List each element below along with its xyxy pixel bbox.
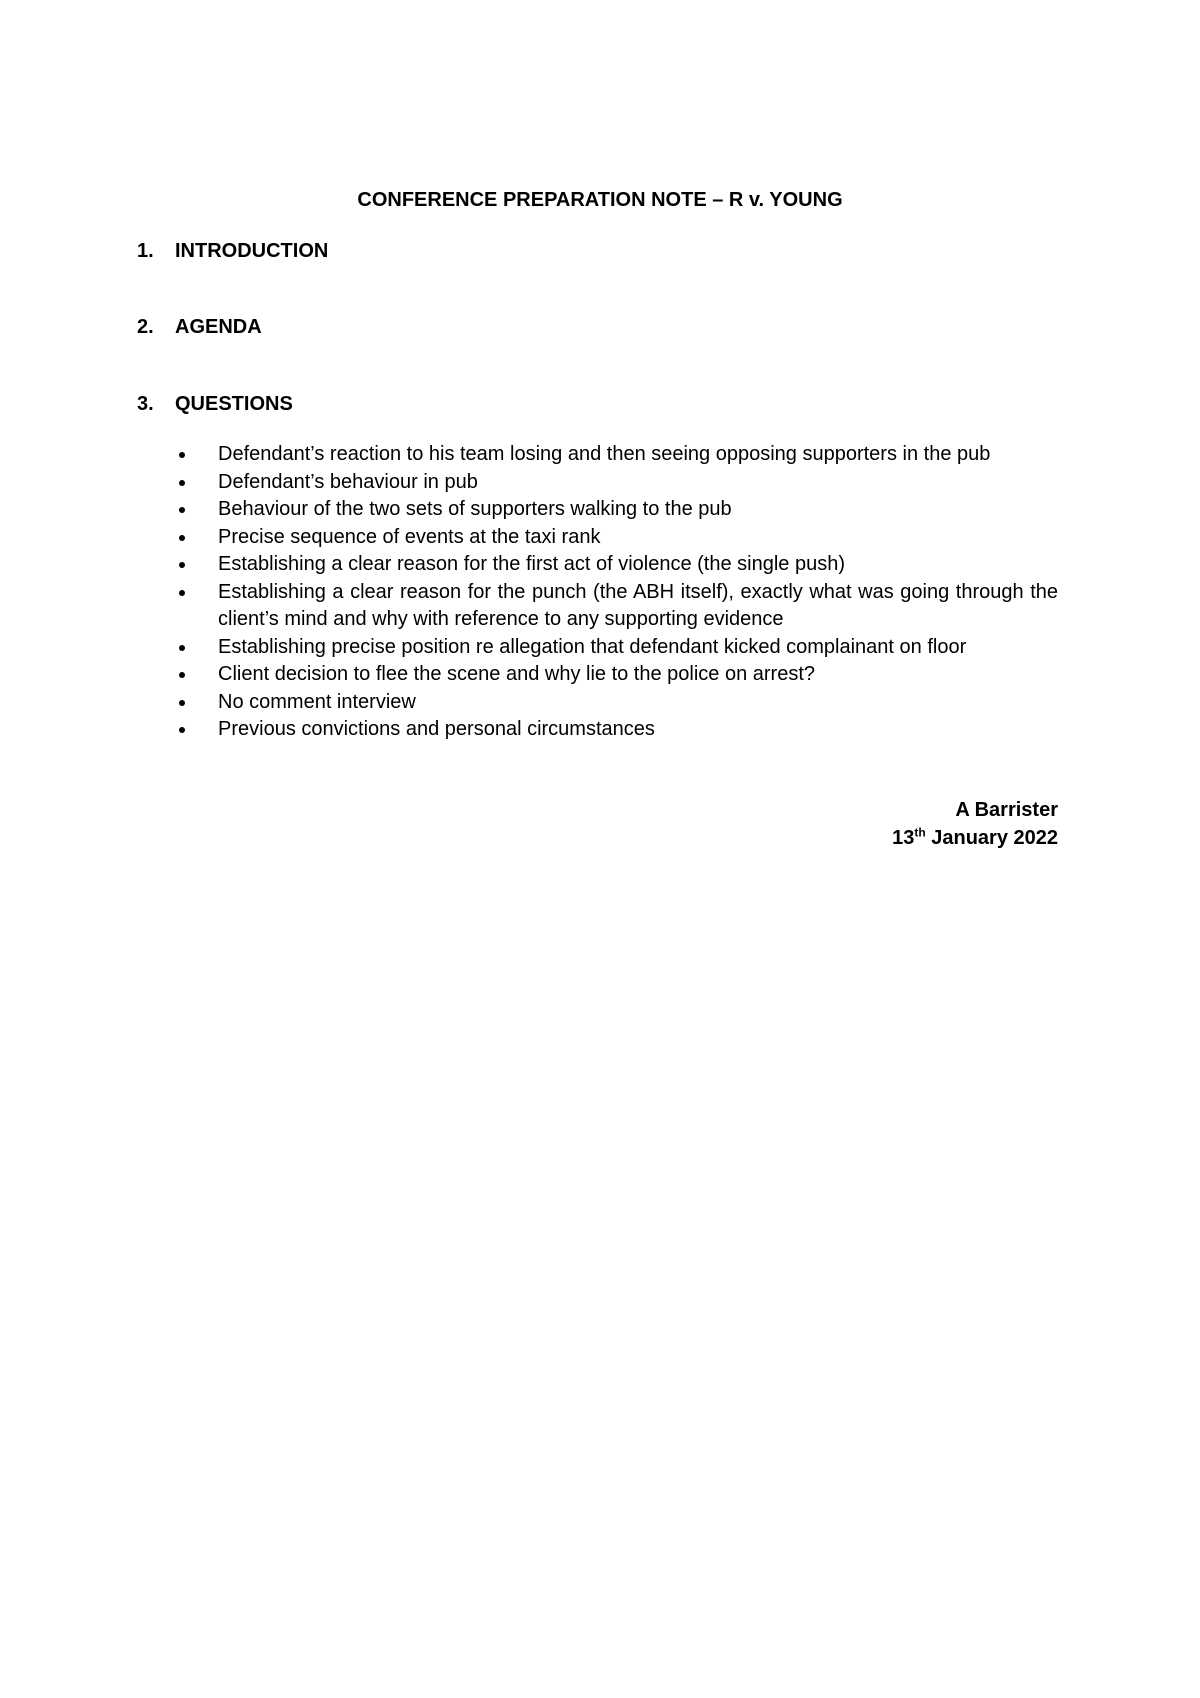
- bullet-icon: [179, 645, 185, 651]
- date-day: 13: [892, 826, 915, 849]
- list-item-text: Establishing a clear reason for the punch (the ABH itself), exactly what was going through the client’s mind and why with reference to any supporting evidence: [218, 580, 1058, 630]
- signatory-name: A Barrister: [955, 799, 1058, 821]
- list-item-text: Defendant’s reaction to his team losing and then seeing opposing supporters in the pub: [218, 443, 991, 465]
- bullet-icon: [179, 727, 185, 733]
- list-item: [176, 689, 1058, 717]
- list-item: [176, 716, 1058, 744]
- list-item: [176, 496, 1058, 524]
- list-item-text: Defendant’s behaviour in pub: [218, 470, 478, 493]
- list-item: [176, 524, 1058, 552]
- list-item: [176, 661, 1058, 689]
- section-questions: [137, 392, 293, 416]
- section-number: 2.: [137, 316, 154, 338]
- bullet-icon: [179, 590, 185, 596]
- section-number: 1.: [137, 240, 154, 262]
- questions-list: [176, 441, 1058, 744]
- section-heading-text: AGENDA: [175, 316, 262, 338]
- list-item: [176, 634, 1058, 662]
- date-ordinal-suffix: th: [914, 824, 926, 839]
- list-item: [176, 551, 1058, 579]
- section-number: 3.: [137, 393, 154, 415]
- bullet-icon: [179, 507, 185, 513]
- section-heading-text: INTRODUCTION: [175, 240, 329, 262]
- date-month-year: January 2022: [925, 826, 1058, 849]
- list-item-text: Behaviour of the two sets of supporters walking to the pub: [218, 498, 732, 520]
- bullet-icon: [179, 672, 185, 678]
- bullet-icon: [179, 700, 185, 706]
- list-item-text: Client decision to flee the scene and why lie to the police on arrest?: [218, 663, 816, 685]
- list-item-text: Previous convictions and personal circumstances: [218, 718, 655, 740]
- section-heading-text: QUESTIONS: [175, 393, 293, 415]
- bullet-icon: [179, 452, 185, 458]
- list-item-text: Establishing precise position re allegation that defendant kicked complainant on floor: [218, 635, 967, 658]
- signature-block: [892, 797, 1058, 852]
- section-agenda: [137, 315, 262, 339]
- bullet-icon: [179, 562, 185, 568]
- list-item: [176, 441, 1058, 469]
- list-item: [176, 579, 1058, 634]
- bullet-icon: [179, 535, 185, 541]
- list-item-text: Establishing a clear reason for the first act of violence (the single push): [218, 553, 845, 575]
- document-title: CONFERENCE PREPARATION NOTE – R v. YOUNG: [357, 189, 843, 211]
- signoff-date: [892, 825, 1058, 853]
- section-introduction: [137, 239, 328, 263]
- list-item-text: No comment interview: [218, 690, 416, 713]
- list-item-text: Precise sequence of events at the taxi rank: [218, 525, 601, 548]
- list-item: [176, 469, 1058, 497]
- bullet-icon: [179, 480, 185, 486]
